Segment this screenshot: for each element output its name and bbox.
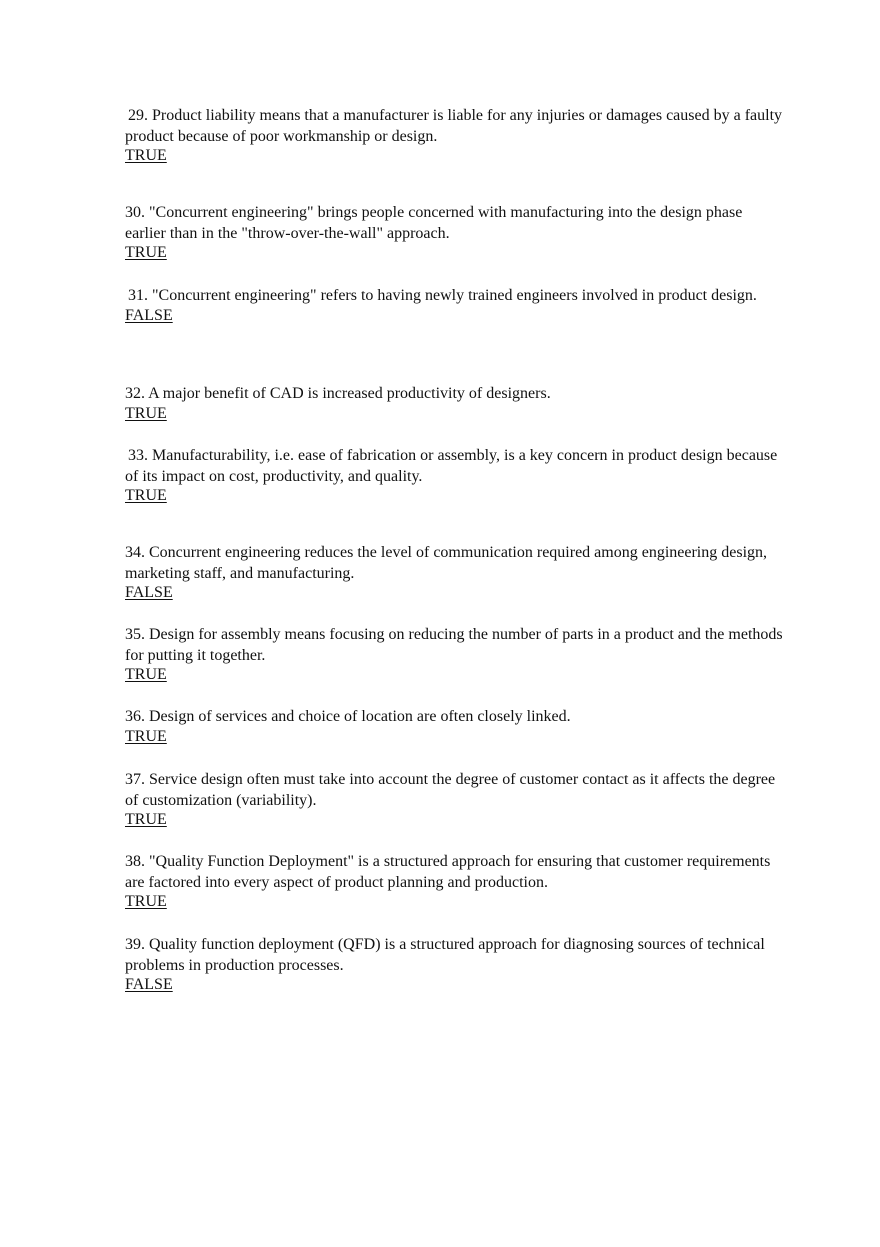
answer-label: FALSE	[125, 306, 173, 324]
answer-label: TRUE	[125, 487, 167, 504]
question-35	[125, 625, 785, 684]
answer-label: TRUE	[125, 147, 167, 164]
answer-label: TRUE	[125, 404, 167, 422]
question-text: 29. Product liability means that a manufacturer is liable for any injuries or damages caused by a faulty product because of poor workmanship or design.	[125, 107, 783, 145]
answer-label: TRUE	[125, 893, 167, 910]
answer-label: TRUE	[125, 244, 167, 261]
question-33	[125, 446, 785, 505]
question-text: 35. Design for assembly means focusing on reducing the number of parts in a product and the methods for putting it together.	[125, 626, 783, 664]
question-31	[125, 286, 785, 325]
question-text: 31. "Concurrent engineering" refers to having newly trained engineers involved in product design.	[128, 287, 757, 304]
answer-label: FALSE	[125, 584, 173, 601]
question-32	[125, 384, 785, 423]
question-text: 33. Manufacturability, i.e. ease of fabrication or assembly, is a key concern in product design because of its impact on cost, productivity, and quality.	[125, 447, 778, 485]
question-text: 34. Concurrent engineering reduces the level of communication required among engineering design, marketing staff, and manufacturing.	[125, 544, 768, 582]
answer-label: TRUE	[125, 727, 167, 745]
question-text: 32. A major benefit of CAD is increased productivity of designers.	[125, 385, 551, 402]
answer-label: TRUE	[125, 811, 167, 828]
question-30	[125, 203, 785, 262]
question-38	[125, 852, 785, 911]
answer-label: FALSE	[125, 976, 173, 993]
question-29	[125, 106, 785, 165]
question-text: 36. Design of services and choice of location are often closely linked.	[125, 708, 571, 725]
question-36	[125, 707, 785, 746]
question-34	[125, 543, 785, 602]
question-text: 30. "Concurrent engineering" brings people concerned with manufacturing into the design phase earlier than in the "throw-over-the-wall" approach.	[125, 204, 743, 242]
question-39	[125, 935, 785, 994]
question-text: 37. Service design often must take into account the degree of customer contact as it affects the degree of customization (variability).	[125, 771, 776, 809]
question-text: 39. Quality function deployment (QFD) is a structured approach for diagnosing sources of technical problems in production processes.	[125, 936, 765, 974]
question-text: 38. "Quality Function Deployment" is a structured approach for ensuring that customer requirements are factored into every aspect of product planning and production.	[125, 853, 771, 891]
question-37	[125, 770, 785, 829]
answer-label: TRUE	[125, 666, 167, 683]
